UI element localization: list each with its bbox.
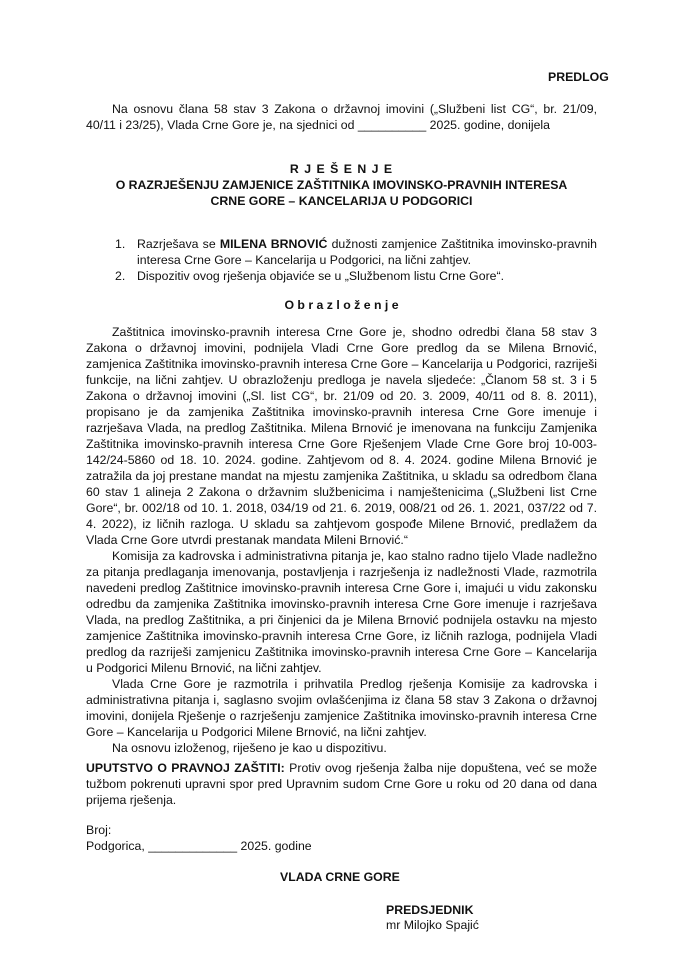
dispositive-item-2 — [115, 268, 597, 284]
legal-remedy — [86, 760, 597, 808]
reasoning-paragraph-2: Komisija za kadrovska i administrativna pitanja je, kao stalno radno tijelo Vlade nadležno za pitanja predlaganja imenovanja, postavljenja i razrješenja iz nadležnosti Vlade, razmotrila navedeni predlog Zaštitnice imovinsko-pravnih interesa Crne Gore i, imajući u vidu zakonsku odredbu da zamjenika Zaštitnika imovinsko-pravnih interesa Crne Gore imenuje i razrješava Vlada, na predlog Zaštitnika, a pri činjenici da je Milena Brnović podnijela ostavku na mjesto zamjenice Zaštitnika imovinsko-pravnih interesa Crne Gore, iz ličnih razloga, podnijela Vladi predlog da razriješi zamjenicu Zaštitnika imovinsko-pravnih interesa Crne Gore – Kancelarija u Podgorici Milenu Brnović, na lični zahtjev. — [86, 549, 597, 675]
legal-remedy-text: Protiv ovog rješenja žalba nije dopuštena, već se može tužbom pokrenuti upravni spor pred Upravnim sudom Crne Gore u roku od 20 dana od dana prijema rješenja. — [86, 761, 597, 807]
dispositive-item-2-text: Dispozitiv ovog rješenja objaviće se u „Službenom listu Crne Gore“. — [137, 269, 505, 283]
president-name: mr Milojko Spajić — [386, 918, 479, 932]
preamble: Na osnovu člana 58 stav 3 Zakona o državnoj imovini („Službeni list CG“, br. 21/09, 40/11 i 23/25), Vlada Crne Gore je, na sjednici od __________ 2025. godine, donijela — [86, 102, 597, 132]
title-line-3: CRNE GORE – KANCELARIJA U PODGORICI — [210, 194, 473, 208]
reasoning-paragraph-1: Zaštitnica imovinsko-pravnih interesa Crne Gore je, shodno odredbi člana 58 stav 3 Zakona o državnoj imovini, podnijela Vladi Crne Gore predlog da se Milena Brnović, zamjenica Zaštitnika imovinsko-pravnih interesa Crne Gore – Kancelarija u Podgorici, razriješi funkcije, na lični zahtjev. U obrazloženju predloga je navela sljedeće: „Članom 58 st. 3 i 5 Zakona o državnoj imovini („Sl. list CG“, br. 21/09 od 20. 3. 2009, 40/11 od 8. 8. 2011), propisano je da zamjenika Zaštitnika imovinsko-pravnih interesa Crne Gore imenuje i razrješava Vlada, na predlog Zaštitnika. Milena Brnović je imenovana na funkciju Zamjenika Zaštitnika imovinsko-pravnih interesa Crne Gore Rješenjem Vlade Crne Gore broj 10-003-142/24-5860 od 18. 10. 2024. godine. Zahtjevom od 8. 4. 2024. godine Milena Brnović je zatražila da joj prestane mandat na mjestu zamjenika Zaštitnika, u skladu sa odredbom člana 60 stav 1 alineja 2 Zakona o državnim službenicima i namještenicima („Službeni list Crne Gore“, br. 002/18 od 10. 1. 2018, 034/19 od 21. 6. 2019, 008/21 od 26. 1. 2021, 037/22 od 7. 4. 2022), iz ličnih razloga. U skladu sa zahtjevom gospođe Milene Brnović, predlažem da Vlada Crne Gore utvrdi prestanak mandata Mileni Brnović.“ — [86, 325, 597, 547]
dispositive-item-1-number: 1. — [115, 237, 126, 251]
title-line-2: O RAZRJEŠENJU ZAMJENICE ZAŠTITNIKA IMOVINSKO-PRAVNIH INTERESA — [115, 178, 568, 192]
reasoning-paragraph-4: Na osnovu izloženog, riješeno je kao u dispozitivu. — [112, 741, 387, 755]
reasoning-body — [86, 324, 597, 756]
government-signature: VLADA CRNE GORE — [280, 870, 400, 884]
place-and-date: Podgorica, _____________ 2025. godine — [86, 839, 312, 853]
legal-remedy-label: UPUTSTVO O PRAVNOJ ZAŠTITI: — [86, 761, 285, 775]
document-number: Broj: — [86, 823, 112, 837]
title-line-1: R J E Š E N J E — [289, 162, 394, 176]
dispositive-item-1-text-post: dužnosti zamjenice Zaštitnika imovinsko-pravnih interesa Crne Gore – Kancelarija u Podgorici, na lični zahtjev. — [137, 237, 597, 267]
president-title: PREDSJEDNIK — [386, 903, 474, 917]
dispositive-item-2-number: 2. — [115, 269, 126, 283]
document-title — [86, 161, 597, 209]
dispositive-list — [115, 236, 597, 284]
dismissed-person-name: MILENA BRNOVIĆ — [219, 237, 328, 251]
reasoning-paragraph-3: Vlada Crne Gore je razmotrila i prihvatila Predlog rješenja Komisije za kadrovska i administrativna pitanja i, saglasno svojim ovlašćenjima iz člana 58 stav 3 Zakona o državnoj imovini, donijela Rješenje o razrješenju zamjenice Zaštitnika imovinsko-pravnih interesa Crne Gore – Kancelarija u Podgorici Milene Brnović, na lični zahtjev. — [86, 677, 597, 739]
draft-label: PREDLOG — [548, 70, 609, 84]
dispositive-item-1-text-pre: Razrješava se — [137, 237, 220, 251]
dispositive-item-1 — [115, 236, 597, 268]
reasoning-heading: O b r a z l o ž e n j e — [284, 298, 399, 312]
